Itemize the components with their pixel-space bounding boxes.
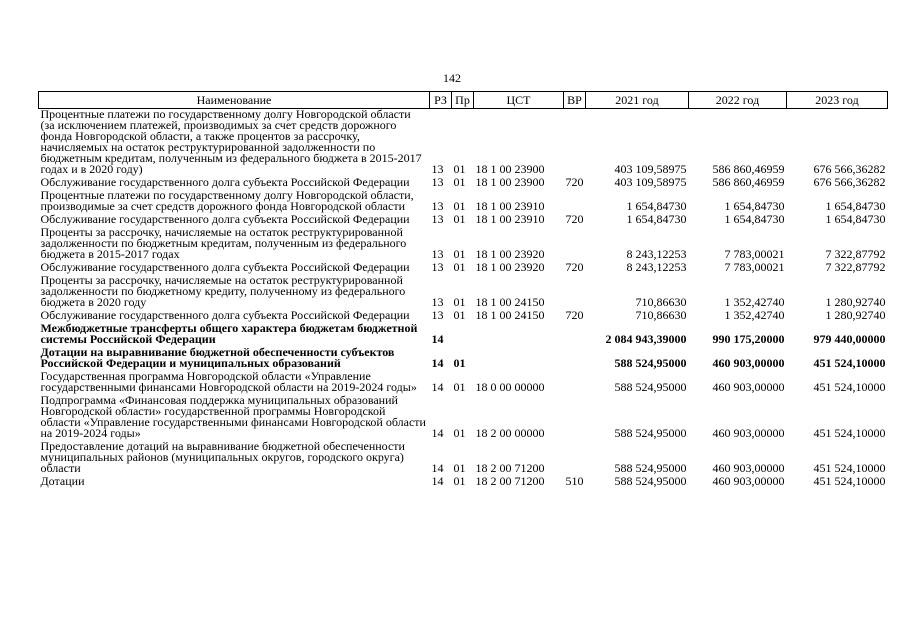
row-value-2022: 460 903,00000 xyxy=(712,356,785,370)
row-pr: 01 xyxy=(453,474,466,488)
table-body xyxy=(39,109,888,490)
row-value-2021: 2 084 943,39000 xyxy=(605,332,687,346)
row-name: Межбюджетные трансферты общего характера бюджетам бюджетной системы Российской Федерации xyxy=(40,321,418,346)
row-value-2023: 451 524,10000 xyxy=(813,474,886,488)
row-cst: 18 2 00 00000 xyxy=(475,426,545,440)
page-number: 142 xyxy=(443,71,461,85)
row-value-2022: 460 903,00000 xyxy=(712,426,785,440)
header-2022: 2022 год xyxy=(689,92,787,109)
row-name: Предоставление дотаций на выравнивание бюджетной обеспеченности муниципальных районов (муниципальных округов, городского округа) области xyxy=(40,439,405,475)
row-pr: 01 xyxy=(453,426,466,440)
row-value-2021: 1 654,84730 xyxy=(626,212,687,226)
header-name: Наименование xyxy=(39,92,430,109)
row-cst: 18 2 00 71200 xyxy=(475,474,545,488)
row-rz: 14 xyxy=(431,426,444,440)
row-vr xyxy=(564,275,586,310)
row-value-2023: 1 654,84730 xyxy=(825,212,886,226)
row-value-2021: 403 109,58975 xyxy=(614,175,687,189)
row-value-2022: 460 903,00000 xyxy=(712,474,785,488)
row-pr xyxy=(452,323,474,347)
row-vr: 720 xyxy=(565,260,584,274)
row-value-2021: 710,86630 xyxy=(635,308,687,322)
row-cst: 18 1 00 23910 xyxy=(475,212,545,226)
row-value-2022: 1 654,84730 xyxy=(724,199,785,213)
table-row xyxy=(39,275,888,310)
row-pr: 01 xyxy=(453,162,466,176)
row-name: Обслуживание государственного долга субъекта Российской Федерации xyxy=(40,260,410,274)
budget-table xyxy=(38,91,888,489)
row-rz: 13 xyxy=(431,212,444,226)
row-value-2023: 1 280,92740 xyxy=(825,295,886,309)
row-value-2023: 1 280,92740 xyxy=(825,308,886,322)
row-name: Дотации на выравнивание бюджетной обеспеченности субъектов Российской Федерации и муниципальных образований xyxy=(40,345,395,370)
row-value-2022: 7 783,00021 xyxy=(724,260,785,274)
row-value-2021: 710,86630 xyxy=(635,295,687,309)
row-value-2021: 588 524,95000 xyxy=(614,426,687,440)
row-pr: 01 xyxy=(453,199,466,213)
header-rz: РЗ xyxy=(430,92,452,109)
row-vr: 720 xyxy=(565,308,584,322)
row-pr: 01 xyxy=(453,380,466,394)
row-cst: 18 1 00 24150 xyxy=(475,308,545,322)
row-value-2023: 7 322,87792 xyxy=(825,247,886,261)
row-value-2023: 451 524,10000 xyxy=(813,380,886,394)
row-value-2022: 586 860,46959 xyxy=(712,175,785,189)
row-pr: 01 xyxy=(453,308,466,322)
row-value-2021: 588 524,95000 xyxy=(614,461,687,475)
row-value-2021: 8 243,12253 xyxy=(626,247,687,261)
row-value-2021: 403 109,58975 xyxy=(614,162,687,176)
table-row xyxy=(39,190,888,214)
table-row xyxy=(39,323,888,347)
row-cst: 18 1 00 23900 xyxy=(475,175,545,189)
row-rz: 14 xyxy=(431,356,444,370)
row-rz: 13 xyxy=(431,199,444,213)
row-cst xyxy=(474,323,564,347)
row-vr: 720 xyxy=(565,212,584,226)
row-value-2022: 1 352,42740 xyxy=(724,295,785,309)
row-value-2023: 7 322,87792 xyxy=(825,260,886,274)
row-rz: 13 xyxy=(431,260,444,274)
row-vr xyxy=(564,323,586,347)
table-row xyxy=(39,227,888,262)
row-value-2022: 460 903,00000 xyxy=(712,380,785,394)
row-value-2021: 8 243,12253 xyxy=(626,260,687,274)
row-rz: 13 xyxy=(431,175,444,189)
header-cst: ЦСТ xyxy=(474,92,564,109)
table-row xyxy=(39,109,888,178)
row-name: Обслуживание государственного долга субъекта Российской Федерации xyxy=(40,308,410,322)
header-2023: 2023 год xyxy=(787,92,888,109)
row-value-2021: 588 524,95000 xyxy=(614,474,687,488)
row-pr: 01 xyxy=(453,260,466,274)
header-2021: 2021 год xyxy=(586,92,689,109)
row-vr: 510 xyxy=(565,474,584,488)
row-rz: 14 xyxy=(431,332,444,346)
row-name: Проценты за рассрочку, начисляемые на остаток реструктурированной задолженности по бюджетному кредиту, полученному из федерального бюджета в 2020 году xyxy=(40,273,406,309)
row-rz: 14 xyxy=(431,474,444,488)
row-cst: 18 1 00 24150 xyxy=(475,295,545,309)
row-value-2023: 451 524,10000 xyxy=(813,461,886,475)
row-vr xyxy=(564,227,586,262)
header-pr: Пр xyxy=(452,92,474,109)
row-vr xyxy=(564,371,586,395)
row-value-2023: 1 654,84730 xyxy=(825,199,886,213)
row-name: Обслуживание государственного долга субъекта Российской Федерации xyxy=(40,212,410,226)
row-cst: 18 0 00 00000 xyxy=(475,380,545,394)
row-value-2022: 7 783,00021 xyxy=(724,247,785,261)
row-vr xyxy=(564,395,586,441)
row-rz: 13 xyxy=(431,247,444,261)
row-value-2023: 676 566,36282 xyxy=(813,175,886,189)
row-vr xyxy=(564,441,586,476)
row-name: Процентные платежи по государственному долгу Новгородской области, производимые за счет средств дорожного фонда Новгородской области xyxy=(40,188,414,213)
table-row xyxy=(39,441,888,476)
row-value-2023: 979 440,00000 xyxy=(813,332,886,346)
row-value-2022: 1 352,42740 xyxy=(724,308,785,322)
row-pr: 01 xyxy=(453,175,466,189)
row-pr: 01 xyxy=(453,212,466,226)
row-cst: 18 1 00 23920 xyxy=(475,247,545,261)
row-value-2022: 586 860,46959 xyxy=(712,162,785,176)
row-vr xyxy=(564,190,586,214)
row-name: Обслуживание государственного долга субъекта Российской Федерации xyxy=(40,175,410,189)
row-pr: 01 xyxy=(453,247,466,261)
row-name: Дотации xyxy=(40,474,85,488)
row-vr: 720 xyxy=(565,175,584,189)
row-rz: 13 xyxy=(431,162,444,176)
row-value-2023: 676 566,36282 xyxy=(813,162,886,176)
row-value-2021: 588 524,95000 xyxy=(614,380,687,394)
table-header-row xyxy=(39,92,888,109)
row-cst xyxy=(474,347,564,371)
row-rz: 14 xyxy=(431,380,444,394)
row-value-2022: 990 175,20000 xyxy=(712,332,785,346)
table-row xyxy=(39,476,888,489)
row-vr xyxy=(564,109,586,178)
table-row xyxy=(39,371,888,395)
row-name: Государственная программа Новгородской области «Управление государственными финансами Новгородской области на 2019-2024 годы» xyxy=(40,369,417,394)
row-name: Процентные платежи по государственному долгу Новгородской области (за исключением платежей, производимых за счет средств дорожного фонда Новгородской области, а также процентов за рассрочку, начисляемых на остаток реструктурированной задолженности по бюджетным кредитам, полученным из федерального бюджета в 2015-2017 годах и в 2020 году) xyxy=(40,107,422,176)
row-rz: 14 xyxy=(431,461,444,475)
table-row xyxy=(39,347,888,371)
row-cst: 18 2 00 71200 xyxy=(475,461,545,475)
row-rz: 13 xyxy=(431,295,444,309)
row-value-2021: 1 654,84730 xyxy=(626,199,687,213)
row-value-2022: 460 903,00000 xyxy=(712,461,785,475)
header-vr: ВР xyxy=(564,92,586,109)
row-rz: 13 xyxy=(431,308,444,322)
row-cst: 18 1 00 23900 xyxy=(475,162,545,176)
row-value-2021: 588 524,95000 xyxy=(614,356,687,370)
row-pr: 01 xyxy=(453,295,466,309)
row-value-2023: 451 524,10000 xyxy=(813,356,886,370)
row-pr: 01 xyxy=(453,461,466,475)
table-row xyxy=(39,395,888,441)
row-value-2023: 451 524,10000 xyxy=(813,426,886,440)
row-name: Проценты за рассрочку, начисляемые на остаток реструктурированной задолженности по бюджетным кредитам, полученным из федерального бюджета в 2015-2017 годах xyxy=(40,225,407,261)
row-cst: 18 1 00 23920 xyxy=(475,260,545,274)
row-vr xyxy=(564,347,586,371)
row-cst: 18 1 00 23910 xyxy=(475,199,545,213)
row-name: Подпрограмма «Финансовая поддержка муниципальных образований Новгородской области» государственной программы Новгородской области «Управление государственными финансами Новгородской области на 2019-2024 годы» xyxy=(40,393,426,440)
row-value-2022: 1 654,84730 xyxy=(724,212,785,226)
row-pr: 01 xyxy=(453,356,466,370)
